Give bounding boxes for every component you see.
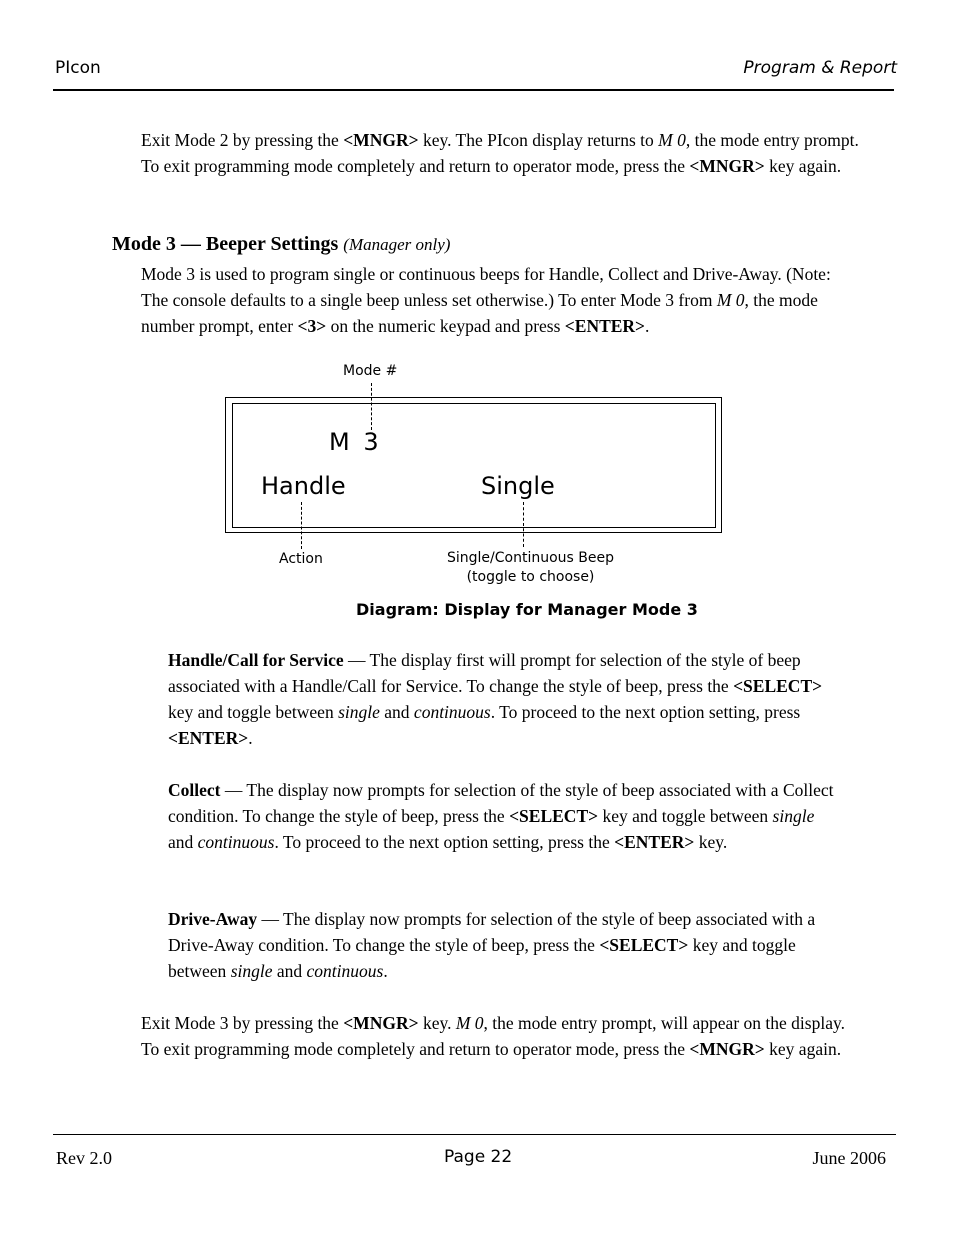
text: — The display now prompts for selection of the style of beep associated with a Collect condition. To change the style of beep, press the — [168, 780, 834, 826]
text: , the mode entry prompt, will appear on the display. To exit programming mode completely and return to operator mode, press the — [141, 1013, 845, 1059]
option: continuous — [306, 961, 384, 981]
header-rule — [53, 89, 894, 91]
footer-revision: Rev 2.0 — [56, 1148, 112, 1168]
key-name: <MNGR> — [689, 156, 765, 176]
mode-number-label: Mode # — [343, 363, 398, 379]
beep-style-label-line-2: (toggle to choose) — [466, 569, 595, 585]
paragraph-mode-3-intro — [141, 261, 861, 339]
option: continuous — [197, 832, 275, 852]
footer-date: June 2006 — [812, 1148, 886, 1168]
beep-style-label — [443, 549, 618, 587]
lcd-action-text: Handle — [261, 472, 346, 500]
key-name: <3> — [297, 316, 327, 336]
term: Collect — [168, 780, 221, 800]
text: — The display now prompts for selection of the style of beep associated with a Drive-Away condition. To change the style of beep, press the — [168, 909, 816, 955]
term: Handle/Call for Service — [168, 650, 344, 670]
text: Exit Mode 3 by pressing the — [141, 1013, 344, 1033]
option: single — [772, 806, 815, 826]
key-name: <MNGR> — [343, 130, 419, 150]
header-product-name: PIcon — [55, 58, 101, 78]
lcd-mode-text: M 3 — [329, 428, 382, 456]
key-name: <MNGR> — [689, 1039, 765, 1059]
text: key and toggle between — [168, 935, 796, 981]
text: — The display first will prompt for selection of the style of beep associated with a Handle/Call for Service. To change the style of beep, press the — [168, 650, 801, 696]
footer-rule — [53, 1134, 896, 1135]
text: Exit Mode 2 by pressing the — [141, 130, 344, 150]
header-section-name: Program & Report — [743, 58, 897, 78]
text: . — [383, 961, 388, 981]
paragraph-collect — [168, 777, 838, 855]
text: . To proceed to the next option setting, press the — [274, 832, 615, 852]
beep-style-label-line-1: Single/Continuous Beep — [447, 550, 614, 566]
section-subtitle: (Manager only) — [343, 235, 451, 254]
key-name: <SELECT> — [733, 676, 823, 696]
key-name: <SELECT> — [509, 806, 599, 826]
text: . — [645, 316, 650, 336]
text: key and toggle between — [168, 702, 339, 722]
text: key. The PIcon display returns to — [418, 130, 659, 150]
option: single — [230, 961, 273, 981]
text: . — [248, 728, 253, 748]
text: , the mode entry prompt. To exit programming mode completely and return to operator mode, press the — [141, 130, 859, 176]
text: . To proceed to the next option setting, press — [490, 702, 801, 722]
term: Drive-Away — [168, 909, 258, 929]
key-name: <ENTER> — [168, 728, 249, 748]
option: continuous — [413, 702, 491, 722]
text: and — [272, 961, 307, 981]
text: key and toggle between — [598, 806, 773, 826]
text: key again. — [764, 1039, 842, 1059]
paragraph-drive-away — [168, 906, 838, 984]
footer-page-number: Page 22 — [444, 1147, 513, 1167]
option: single — [338, 702, 380, 722]
paragraph-exit-mode-2 — [141, 127, 861, 179]
paragraph-exit-mode-3 — [141, 1010, 861, 1062]
text: key. — [694, 832, 728, 852]
text: and — [379, 702, 414, 722]
section-heading — [112, 233, 450, 256]
text: on the numeric keypad and press — [326, 316, 565, 336]
action-label: Action — [279, 551, 323, 567]
key-name: <MNGR> — [343, 1013, 419, 1033]
prompt-name: M 0 — [716, 290, 745, 310]
prompt-name: M 0 — [658, 130, 686, 150]
prompt-name: M 0 — [455, 1013, 484, 1033]
beep-leader-line — [523, 502, 524, 547]
diagram-caption: Diagram: Display for Manager Mode 3 — [356, 600, 698, 619]
text: key. — [418, 1013, 456, 1033]
key-name: <SELECT> — [599, 935, 689, 955]
text: and — [168, 832, 198, 852]
text: key again. — [764, 156, 842, 176]
key-name: <ENTER> — [564, 316, 646, 336]
text: Mode 3 is used to program single or continuous beeps for Handle, Collect and Drive-Away. (Note: The console defaults to a single beep unless set otherwise.) To enter Mode 3 from — [141, 264, 831, 310]
action-leader-line — [301, 502, 302, 549]
text: , the mode number prompt, enter — [141, 290, 818, 336]
lcd-style-text: Single — [481, 472, 555, 500]
key-name: <ENTER> — [614, 832, 695, 852]
lcd-frame-inner — [232, 403, 716, 528]
section-title: Mode 3 — Beeper Settings — [112, 233, 339, 255]
paragraph-handle — [168, 647, 838, 751]
